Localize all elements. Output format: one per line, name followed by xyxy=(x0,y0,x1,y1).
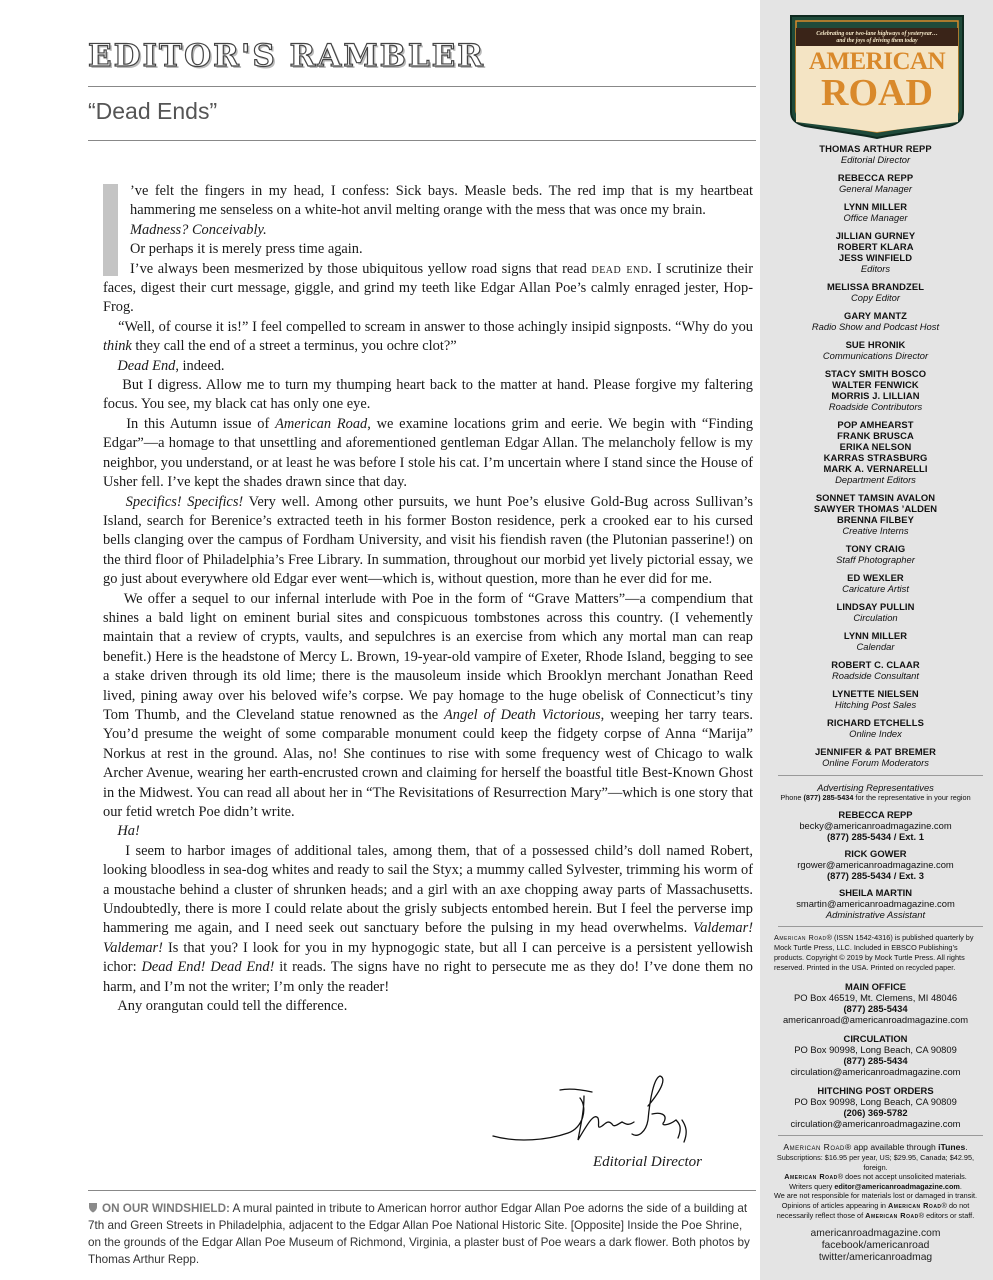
paragraph: Dead End, indeed. xyxy=(117,357,225,374)
divider xyxy=(88,140,756,141)
signature-title: Editorial Director xyxy=(593,1154,703,1170)
staff-name: MARK A. VERNARELLI xyxy=(823,463,928,474)
staff-entry xyxy=(768,572,983,594)
ad-rep xyxy=(768,887,983,920)
staff-name: ROBERT KLARA xyxy=(837,241,914,252)
web-link[interactable]: facebook/americanroad xyxy=(821,1240,930,1252)
staff-role: Online Index xyxy=(849,728,902,739)
staff-role: Hitching Post Sales xyxy=(834,699,917,710)
staff-name: ED WEXLER xyxy=(847,572,904,583)
rep-phone: (877) 285-5434 / Ext. 3 xyxy=(827,870,924,881)
paragraph: Madness? Conceivably. xyxy=(130,221,267,238)
signature xyxy=(488,1068,708,1153)
rep-email-link[interactable]: becky@americanroadmagazine.com xyxy=(799,820,952,831)
staff-entry xyxy=(768,688,983,710)
staff-name: STACY SMITH BOSCO xyxy=(824,368,927,379)
social-links xyxy=(768,1228,983,1264)
paragraph: But I digress. Allow me to turn my thumping heart back to the matter at hand. Please forgive my faltering focus. You see, my black cat has only one eye. xyxy=(103,377,753,413)
shield-icon xyxy=(88,1202,98,1213)
staff-name: MORRIS J. LILLIAN xyxy=(831,390,920,401)
staff-entry xyxy=(768,601,983,623)
divider xyxy=(778,775,983,776)
staff-entry xyxy=(768,717,983,739)
rep-name: REBECCA REPP xyxy=(838,809,913,820)
paragraph: Or perhaps it is merely press time again. xyxy=(130,241,363,258)
staff-role: Copy Editor xyxy=(851,292,900,303)
paragraph: ’ve felt the fingers in my head, I confess: Sick bays. Measle beds. The red imp that is my heartbeat hammering me senseless on a white-hot anvil melting orange with the mess that was once my brain. xyxy=(103,182,753,221)
office-block xyxy=(768,1033,983,1077)
office-block xyxy=(768,1085,983,1129)
staff-name: ROBERT C. CLAAR xyxy=(831,659,920,670)
staff-role: Calendar xyxy=(856,641,895,652)
rep-email-link[interactable]: smartin@americanroadmagazine.com xyxy=(796,898,955,909)
divider xyxy=(778,1135,983,1136)
office-email-link[interactable]: circulation@americanroadmagazine.com xyxy=(790,1118,961,1129)
office-title: CIRCULATION xyxy=(843,1033,908,1044)
rep-role: Administrative Assistant xyxy=(825,909,926,920)
staff-name: THOMAS ARTHUR REPP xyxy=(819,143,932,154)
paragraph: I’ve always been mesmerized by those ubiquitous yellow road signs that read dead end. I scrutinize their faces, digest their curt message, giggle, and grind my teeth like Edgar Allan Poe’s calmly enraged jester, Hop-Frog. xyxy=(103,260,753,316)
staff-entry xyxy=(768,143,983,165)
paragraph: Ha! xyxy=(117,823,140,840)
divider xyxy=(778,926,983,927)
staff-name: LINDSAY PULLIN xyxy=(836,601,915,612)
staff-role: Communications Director xyxy=(822,350,929,361)
staff-role: Department Editors xyxy=(835,474,916,485)
staff-role: Office Manager xyxy=(843,212,908,223)
divider xyxy=(88,1190,756,1191)
office-line: (206) 369-5782 xyxy=(843,1107,908,1118)
office-email-link[interactable]: americanroad@americanroadmagazine.com xyxy=(782,1014,969,1025)
staff-role: Caricature Artist xyxy=(842,583,909,594)
drop-cap xyxy=(103,184,118,276)
staff-name: SONNET TAMSIN AVALON xyxy=(815,492,936,503)
fine-print: American Road® app available through iTunes. Subscriptions: $16.95 per year, US; $29.95, Canada; $42.95, foreign. American Road® does not accept unsolicited materials. Writers query editor@americanroadmagazine.com. We are not responsible for materials lost or damaged in transit. Opinions of articles appearing in American Road® do not necessarily reflect those of American Road® editors or staff. xyxy=(773,1142,978,1220)
logo-tagline: Celebrating our two-lane highways of yesteryear… and the joys of driving them today xyxy=(816,31,938,44)
photo-caption: ON OUR WINDSHIELD: A mural painted in tribute to American horror author Edgar Allan Poe adorns the side of a building at 7th and Green Streets in Philadelphia, adjacent to the Edgar Allan Poe National Historic Site. [Opposite] Inside the Poe Shrine, on the grounds of the Edgar Allan Poe Museum of Richmond, Virginia, a plaster bust of Poe wears a dark flower. Both photos by Thomas Arthur Repp. xyxy=(88,1202,750,1266)
staff-entry xyxy=(768,746,983,768)
rep-phone: (877) 285-5434 / Ext. 1 xyxy=(827,831,924,842)
office-line: PO Box 46519, Mt. Clemens, MI 48046 xyxy=(793,992,958,1003)
office-line: (877) 285-5434 xyxy=(843,1055,908,1066)
section-title: EDITOR'S RAMBLER xyxy=(88,38,486,74)
staff-entry xyxy=(768,368,983,412)
logo-word-road: ROAD xyxy=(821,72,933,114)
staff-list xyxy=(768,143,983,1264)
advertising-title: Advertising Representatives xyxy=(817,782,934,793)
staff-name: WALTER FENWICK xyxy=(832,379,919,390)
staff-name: FRANK BRUSCA xyxy=(837,430,914,441)
paragraph: Any orangutan could tell the difference. xyxy=(117,998,348,1015)
office-line: (877) 285-5434 xyxy=(843,1003,908,1014)
staff-name: MELISSA BRANDZEL xyxy=(826,281,925,292)
staff-role: Circulation xyxy=(853,612,898,623)
staff-name: TONY CRAIG xyxy=(845,543,906,554)
staff-name: REBECCA REPP xyxy=(837,172,914,183)
staff-role: General Manager xyxy=(839,183,912,194)
staff-entry xyxy=(768,310,983,332)
rep-name: RICK GOWER xyxy=(844,848,907,859)
staff-name: LYNN MILLER xyxy=(843,630,908,641)
staff-entry xyxy=(768,230,983,274)
staff-entry xyxy=(768,281,983,303)
staff-name: LYNN MILLER xyxy=(843,201,908,212)
staff-entry xyxy=(768,339,983,361)
staff-name: SAWYER THOMAS ’ALDEN xyxy=(813,503,938,514)
staff-role: Radio Show and Podcast Host xyxy=(811,321,940,332)
staff-name: SUE HRONIK xyxy=(845,339,906,350)
staff-name: KARRAS STRASBURG xyxy=(823,452,928,463)
web-link[interactable]: twitter/americanroadmag xyxy=(818,1252,933,1264)
logo-word-american: AMERICAN xyxy=(808,48,946,75)
advertising-note: Phone (877) 285-5434 for the representative in your region xyxy=(780,793,971,802)
ad-rep xyxy=(768,809,983,842)
paragraph: Specifics! Specifics! Very well. Among other pursuits, we hunt Poe’s elusive Gold-Bug across Sullivan’s Island, search for Berenice’s extracted teeth in his former Boston residence, perk a crooked ear to his cursed bells clanging over the campus of Fordham University, and visit his fiendish raven (the Plutonian passerine!) on the third floor of Philadelphia’s Free Library. In summation, throughout our morbid yet lively pictorial essay, we go just about everywhere old Edgar ever went—which is, without question, more than he ever did for me. xyxy=(103,493,754,588)
office-line: PO Box 90998, Long Beach, CA 90809 xyxy=(794,1044,957,1055)
staff-role: Creative Interns xyxy=(842,525,909,536)
staff-name: ERIKA NELSON xyxy=(839,441,912,452)
staff-role: Editors xyxy=(860,263,891,274)
office-line: PO Box 90998, Long Beach, CA 90809 xyxy=(794,1096,957,1107)
masthead-sidebar xyxy=(760,0,993,1280)
office-title: MAIN OFFICE xyxy=(845,981,906,992)
rep-email-link[interactable]: rgower@americanroadmagazine.com xyxy=(797,859,954,870)
staff-role: Staff Photographer xyxy=(836,554,915,565)
staff-entry xyxy=(768,172,983,194)
staff-role: Roadside Consultant xyxy=(831,670,920,681)
staff-name: JESS WINFIELD xyxy=(838,252,913,263)
paragraph: “Well, of course it is!” I feel compelled to scream in answer to those achingly insipid signposts. “Why do you think they call the end of a street a terminus, you ochre clot?” xyxy=(103,318,753,355)
web-link[interactable]: americanroadmagazine.com xyxy=(810,1228,941,1240)
main-column xyxy=(88,0,756,1280)
office-block xyxy=(768,981,983,1025)
staff-role: Editorial Director xyxy=(840,154,911,165)
staff-name: BRENNA FILBEY xyxy=(837,514,914,525)
staff-entry xyxy=(768,492,983,536)
divider xyxy=(88,86,756,87)
article-subtitle: “Dead Ends” xyxy=(88,98,218,124)
staff-entry xyxy=(768,630,983,652)
staff-entry xyxy=(768,659,983,681)
staff-entry xyxy=(768,201,983,223)
ad-rep xyxy=(768,848,983,881)
staff-role: Online Forum Moderators xyxy=(822,757,929,768)
staff-name: POP AMHEARST xyxy=(837,419,914,430)
staff-role: Roadside Contributors xyxy=(828,401,923,412)
issn-statement: American Road® (ISSN 1542-4316) is published quarterly by Mock Turtle Press, LLC. Included in EBSCO Publishing’s products. Copyright © 2019 by Mock Turtle Press. All rights reserved. Printed in the USA. Printed on recycled paper. xyxy=(774,933,974,972)
staff-name: JILLIAN GURNEY xyxy=(835,230,916,241)
staff-entry xyxy=(768,419,983,485)
staff-name: RICHARD ETCHELLS xyxy=(827,717,924,728)
article-body xyxy=(103,182,753,1016)
paragraph: We offer a sequel to our infernal interlude with Poe in the form of “Grave Matters”—a compendium that shines a bald light on eminent burial sites and conspicuous tombstones across this country. (I vehemently maintain that a review of crypts, vaults, and sepulchres is an exercise from which any mortal man can reap benefit.) Here is the headstone of Mercy L. Brown, 19-year-old vampire of Exeter, Rhode Island, begging to see a stake driven through its old lime; there is the mausoleum inside which Brooklyn merchant Jonathan Reed lived, pining away over his beloved wife’s corpse. We pay homage to the huge obelisk of Connecticut’s tiny Tom Thumb, and the Cleveland statue renowned as the Angel of Death Victorious, weeping her tarry tears. You’d presume the weight of some comparable monument could keep the fidgety corpse of Anna “Marija” Norkus at rest in the ground. Alas, no! She continues to rise with some frequency west of Chicago to walk Archer Avenue, wearing her earth-encrusted crown and claiming for herself the boastful title Best-Known Ghost in the Midwest. You can read all about her in “The Revisitations of Resurrection Mary”—which is one story that our fetid wretch Poe didn’t write. xyxy=(103,590,753,820)
staff-name: GARY MANTZ xyxy=(844,310,907,321)
office-title: HITCHING POST ORDERS xyxy=(817,1085,934,1096)
staff-name: JENNIFER & PAT BREMER xyxy=(814,746,937,757)
paragraph: In this Autumn issue of American Road, we examine locations grim and eerie. We begin with “Finding Edgar”—a homage to that unsettling and aforementioned gentleman Edgar Allan. The melancholy fellow is my neighbor, you understand, or at least he was before I stole his cat. I’m uncertain where I stand since the House of Usher fell. I’ve kept the shades drawn since that day. xyxy=(103,415,754,491)
office-email-link[interactable]: circulation@americanroadmagazine.com xyxy=(790,1066,961,1077)
rep-name: SHEILA MARTIN xyxy=(838,887,913,898)
staff-entry xyxy=(768,543,983,565)
staff-name: LYNETTE NIELSEN xyxy=(832,688,919,699)
paragraph: I seem to harbor images of additional tales, among them, that of a possessed child’s doll named Robert, looking bloodless in sea-dog whites and ready to sail the Styx; a mummy called Sylvester, trimming his worm of a moustache behind a cluster of shrunken heads; and a girl with an axe chopping away parts of Massachusetts. Undoubtedly, there is more I could relate about the grisly subjects entombed herein. But I feel the perverse imp hammering me again, and I need seek out sanctuary before the pulsing in my head overwhelms. Valdemar! Valdemar! Is that you? I look for you in my hypnogogic state, but all I can perceive is a persistent yellowish ichor: Dead End! Dead End! it reads. The signs have no right to persecute me as they do! I’ve done them no harm, and I’m not the writer; I’m only the reader! xyxy=(103,842,753,995)
